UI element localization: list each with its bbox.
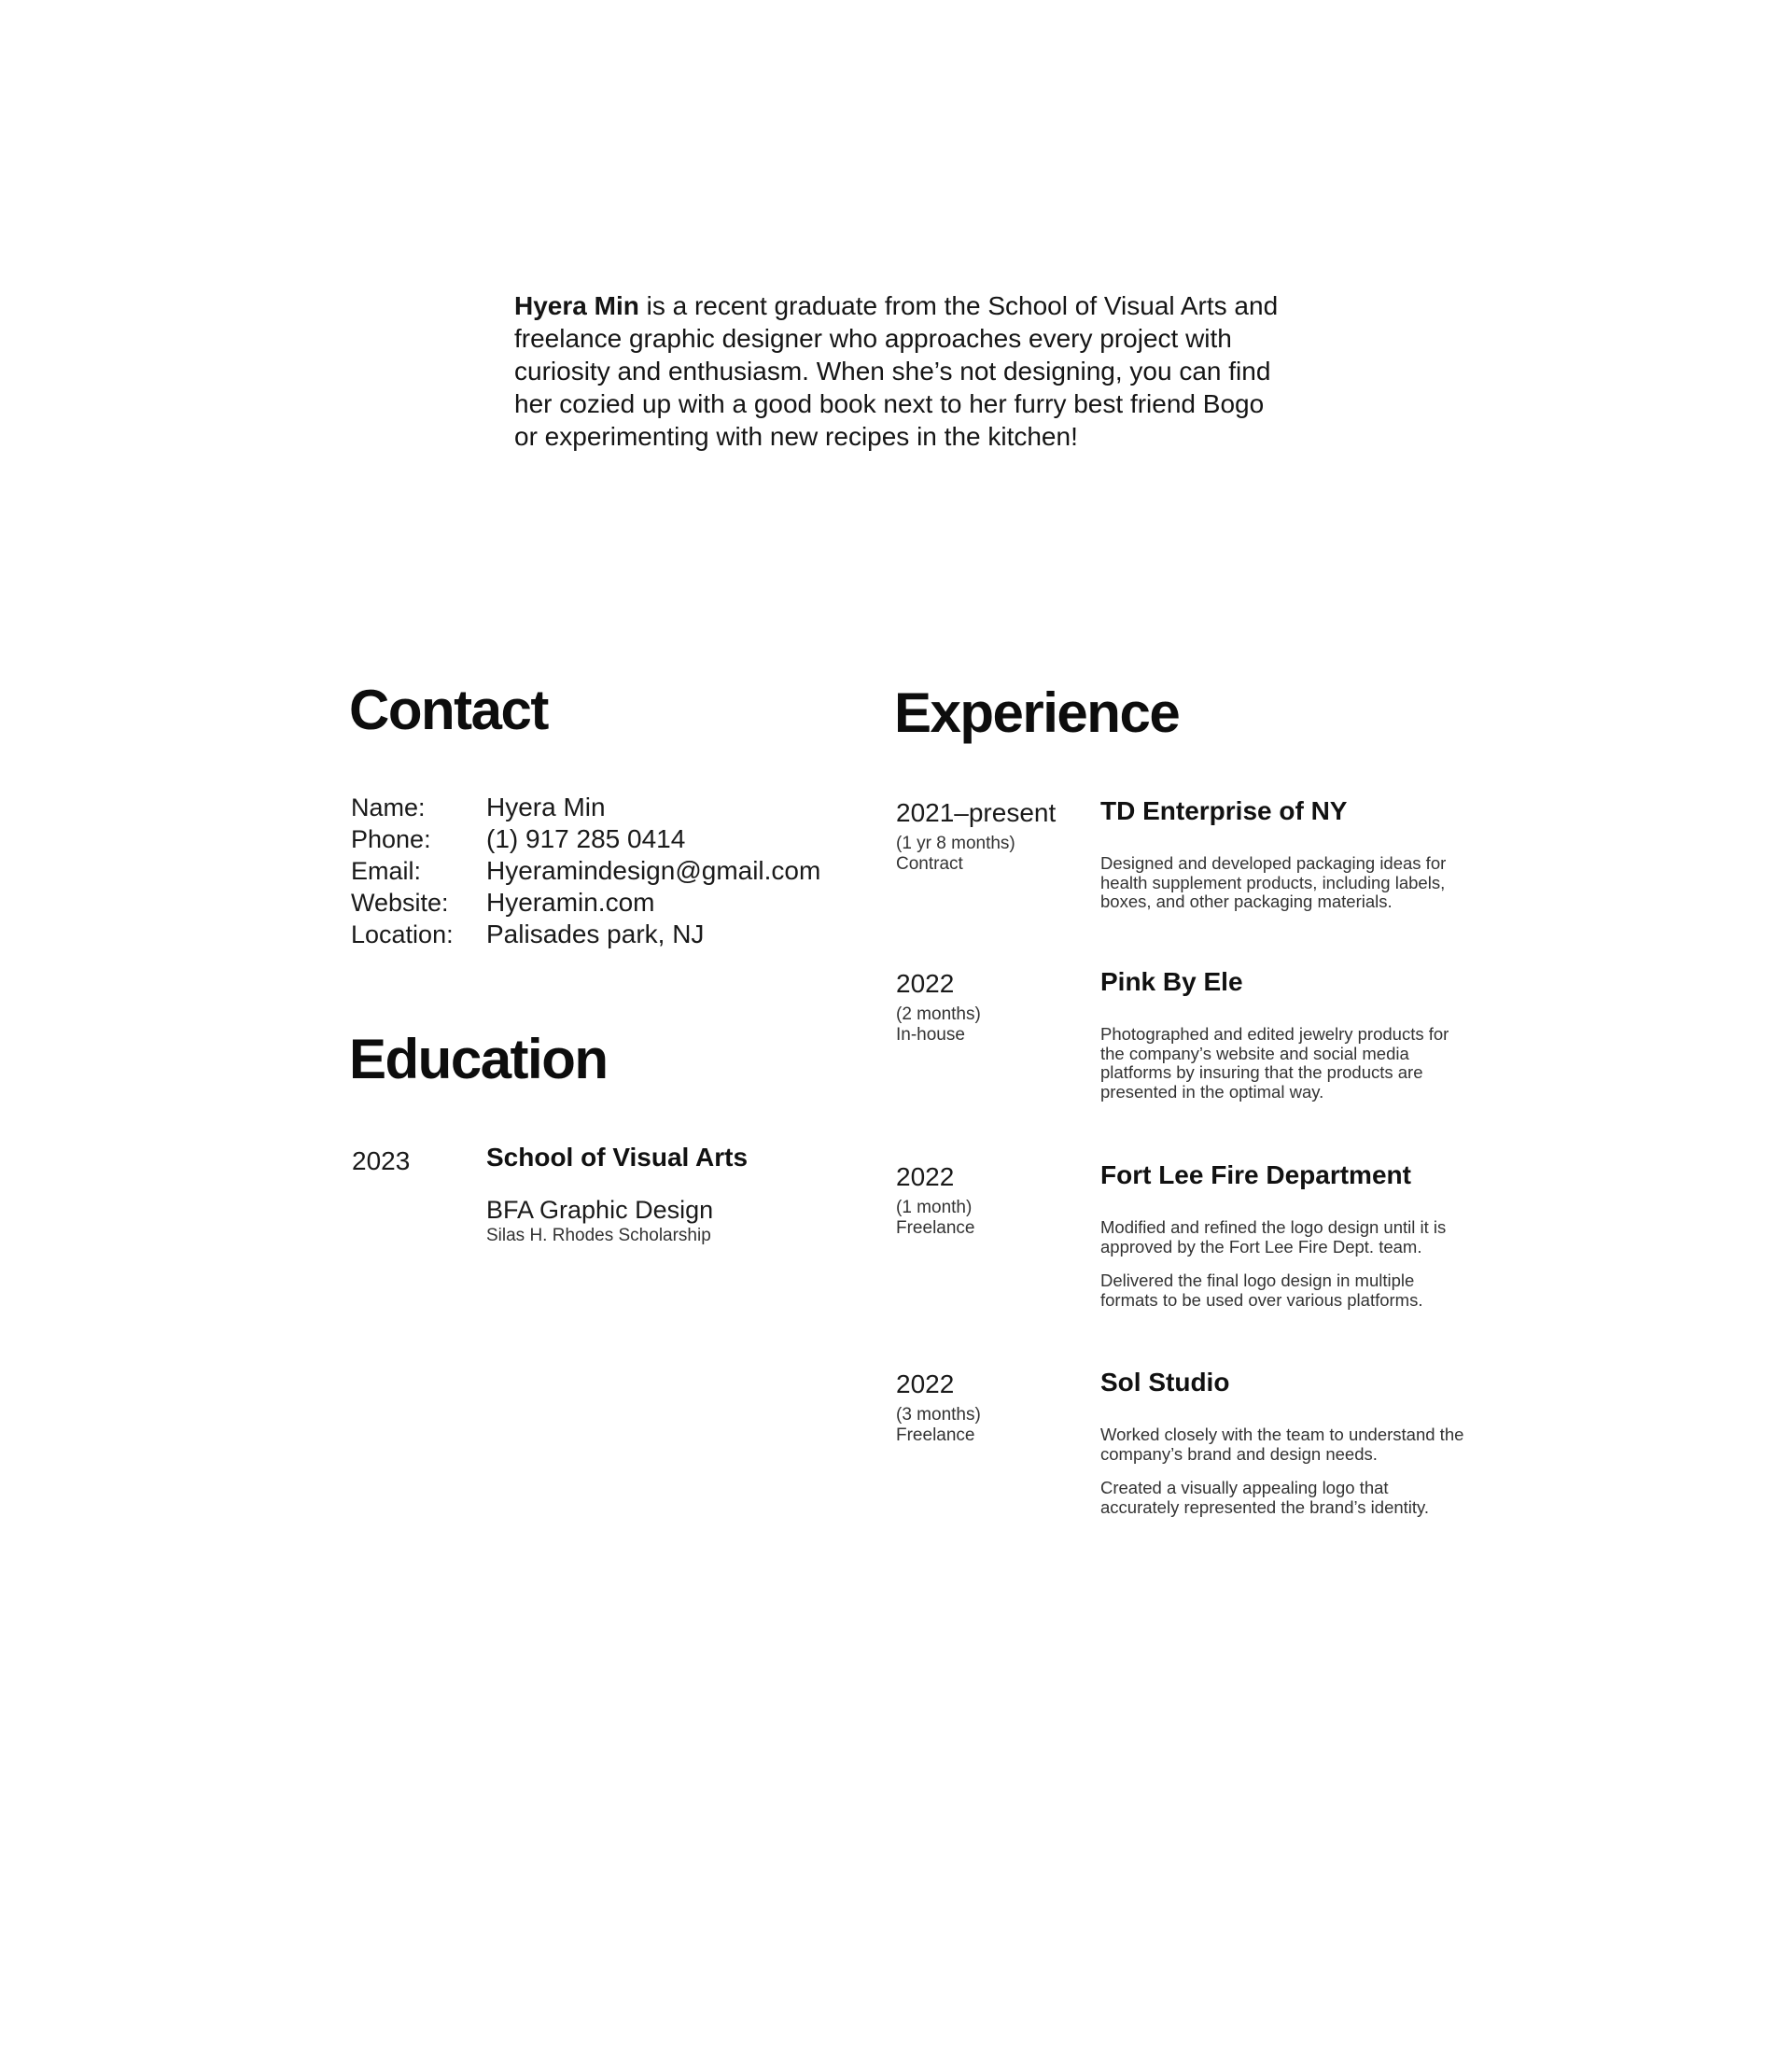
education-year: 2023: [352, 1146, 411, 1175]
experience-heading: Experience: [894, 681, 1180, 744]
contact-row-name: [351, 793, 836, 824]
experience-type: Freelance: [896, 1425, 975, 1445]
bio-text: is a recent graduate from the School of Visual Arts and freelance graphic designer who approaches every project with curiosity and enthusiasm. When she’s not designing, you can find her cozied up with a good book next to her furry best friend Bogo or experimenting with new recipes in the kitchen!: [514, 291, 1279, 451]
experience-description: [1100, 1425, 1469, 1532]
experience-description-paragraph: Created a visually appealing logo that accurately represented the brand’s identity.: [1100, 1478, 1430, 1517]
experience-company: TD Enterprise of NY: [1100, 796, 1348, 825]
experience-duration: (1 yr 8 months): [896, 834, 1015, 853]
education-note: Silas H. Rhodes Scholarship: [486, 1226, 711, 1245]
contact-label: Location:: [351, 920, 454, 948]
contact-email-value: Hyeramindesign@gmail.com: [486, 856, 821, 885]
experience-date: 2022: [896, 969, 955, 998]
experience-duration: (2 months): [896, 1004, 981, 1024]
experience-type: Freelance: [896, 1218, 975, 1238]
contact-row-email: [351, 856, 836, 888]
bio-name: Hyera Min: [514, 291, 639, 320]
experience-date: 2022: [896, 1162, 955, 1191]
experience-description-paragraph: Worked closely with the team to understand the company’s brand and design needs.: [1100, 1425, 1464, 1464]
experience-company: Pink By Ele: [1100, 967, 1243, 996]
experience-duration: (3 months): [896, 1405, 981, 1425]
contact-row-website: [351, 888, 836, 920]
education-school: School of Visual Arts: [486, 1143, 749, 1172]
contact-name-value: Hyera Min: [486, 793, 606, 821]
experience-description: [1100, 1025, 1469, 1116]
education-heading: Education: [349, 1028, 608, 1090]
experience-date: 2022: [896, 1369, 955, 1398]
contact-heading: Contact: [349, 679, 548, 741]
experience-company: Fort Lee Fire Department: [1100, 1160, 1411, 1189]
contact-website-value: Hyeramin.com: [486, 888, 655, 917]
experience-company: Sol Studio: [1100, 1368, 1230, 1397]
contact-row-location: [351, 920, 836, 951]
experience-duration: (1 month): [896, 1198, 973, 1217]
contact-label: Website:: [351, 889, 449, 917]
experience-description-paragraph: Photographed and edited jewelry products for the company’s website and social media platforms by insuring that the products are presented in the optimal way.: [1100, 1024, 1449, 1102]
experience-type: In-house: [896, 1025, 965, 1045]
contact-label: Phone:: [351, 825, 431, 853]
experience-description: [1100, 1218, 1469, 1325]
experience-description-paragraph: Designed and developed packaging ideas for health supplement products, including labels, boxes, and other packaging materials.: [1100, 853, 1447, 911]
experience-description-paragraph: Modified and refined the logo design until it is approved by the Fort Lee Fire Dept. team.: [1100, 1217, 1447, 1257]
bio-paragraph: [514, 289, 1280, 453]
contact-phone-value: (1) 917 285 0414: [486, 824, 686, 853]
experience-type: Contract: [896, 854, 963, 874]
education-degree: BFA Graphic Design: [486, 1196, 714, 1224]
contact-label: Email:: [351, 857, 422, 885]
contact-location-value: Palisades park, NJ: [486, 920, 705, 948]
experience-description-paragraph: Delivered the final logo design in multiple formats to be used over various platforms.: [1100, 1271, 1423, 1310]
experience-description: [1100, 854, 1469, 927]
contact-list: [351, 793, 836, 951]
experience-date: 2021–present: [896, 798, 1057, 827]
contact-row-phone: [351, 824, 836, 856]
contact-label: Name:: [351, 793, 426, 821]
